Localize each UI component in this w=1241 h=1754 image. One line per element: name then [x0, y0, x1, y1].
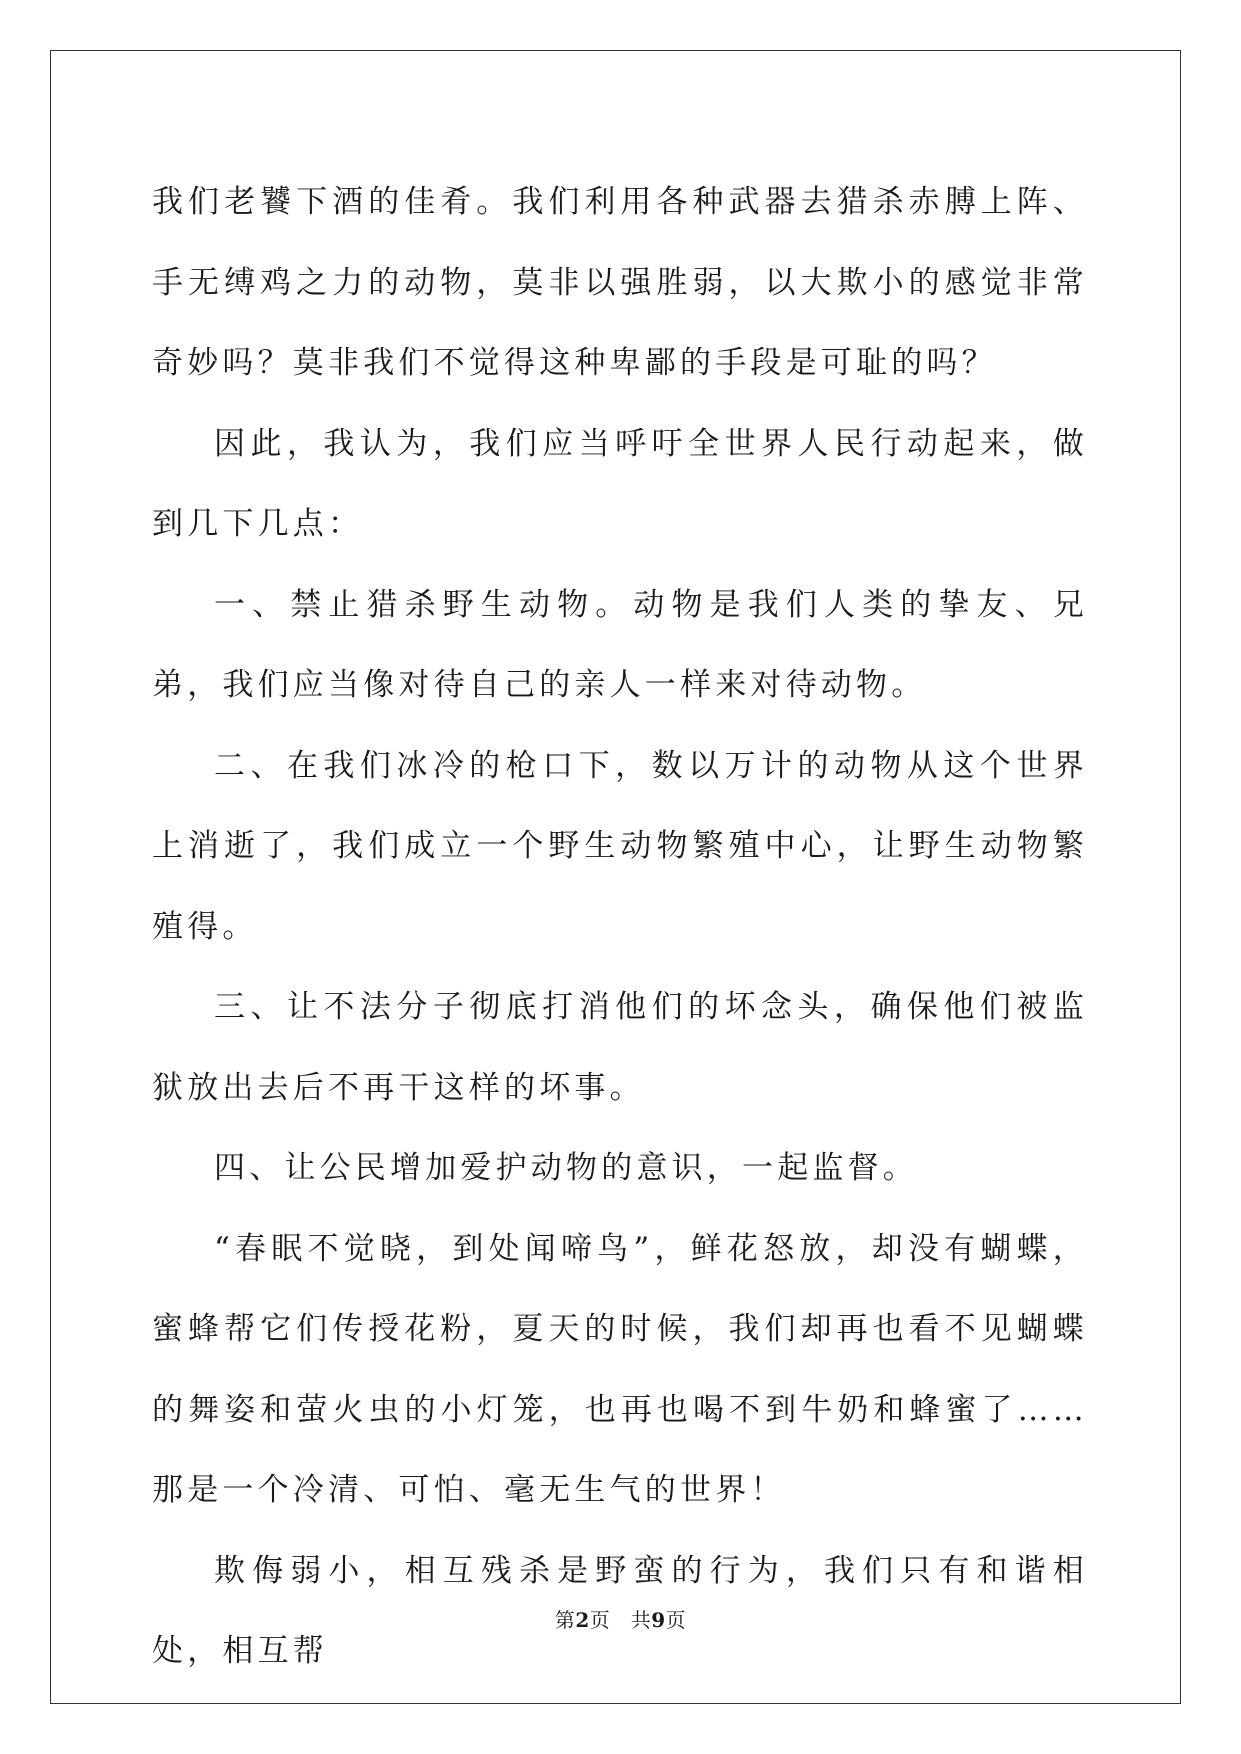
paragraph-1: 我们老饕下酒的佳肴。我们利用各种武器去猎杀赤膊上阵、手无缚鸡之力的动物，莫非以强胜弱，以大欺小的感觉非常奇妙吗？莫非我们不觉得这种卑鄙的手段是可耻的吗？ — [152, 184, 1088, 381]
page-footer — [0, 1608, 1241, 1632]
current-page-number: 2 — [575, 1608, 590, 1632]
footer-suffix: 页 — [665, 1608, 687, 1632]
paragraph-6: 四、让公民增加爱护动物的意识，一起监督。 — [214, 1150, 918, 1186]
total-page-number: 9 — [651, 1608, 666, 1632]
paragraph-2: 因此，我认为，我们应当呼吁全世界人民行动起来，做到几下几点： — [152, 425, 1088, 542]
paragraph-4: 二、在我们冰冷的枪口下，数以万计的动物从这个世界上消逝了，我们成立一个野生动物繁殖中心，让野生动物繁殖得。 — [152, 747, 1088, 945]
document-body — [152, 162, 1088, 1692]
footer-prefix: 第 — [554, 1608, 576, 1632]
paragraph-3: 一、禁止猎杀野生动物。动物是我们人类的挚友、兄弟，我们应当像对待自己的亲人一样来对待动物。 — [152, 586, 1088, 703]
paragraph-5: 三、让不法分子彻底打消他们的坏念头，确保他们被监狱放出去后不再干这样的坏事。 — [152, 989, 1088, 1106]
paragraph-8: 欺侮弱小，相互残杀是野蛮的行为，我们只有和谐相处，相互帮 — [152, 1552, 1088, 1669]
paragraph-7: “春眠不觉晓，到处闻啼鸟”，鲜花怒放，却没有蝴蝶，蜜蜂帮它们传授花粉，夏天的时候，我们却再也看不见蝴蝶的舞姿和萤火虫的小灯笼，也再也喝不到牛奶和蜂蜜了……那是一个冷清、可怕、毫无生气的世界！ — [152, 1230, 1088, 1508]
footer-middle: 页 共 — [589, 1608, 652, 1632]
